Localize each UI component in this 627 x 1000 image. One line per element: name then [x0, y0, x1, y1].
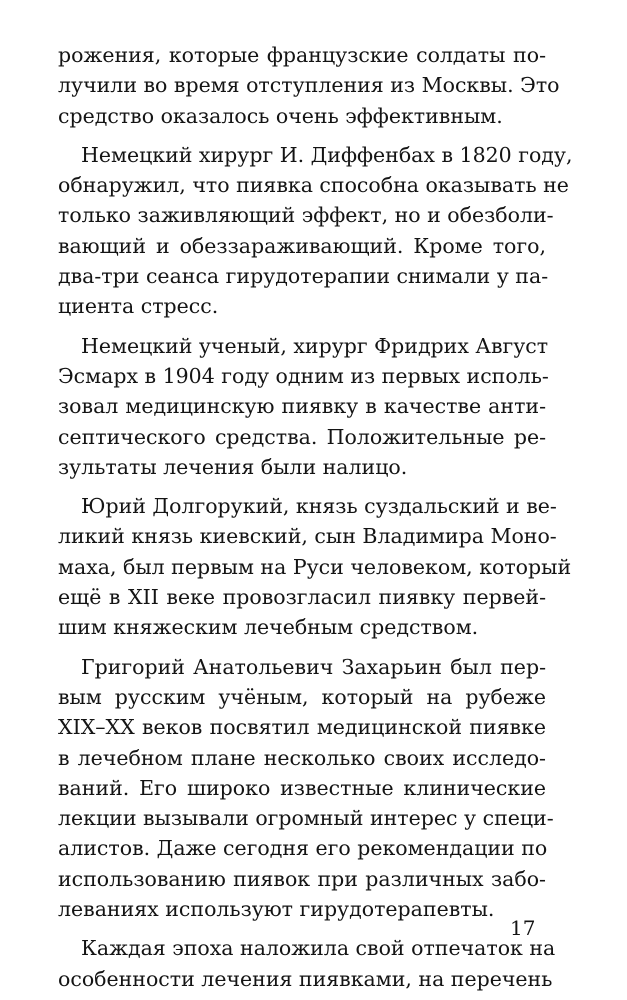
text-line: XIX–XX веков посвятил медицинской пиявке	[58, 715, 546, 740]
text-line: леваниях используют гирудотерапевты.	[58, 897, 495, 922]
paragraph-gap	[58, 482, 546, 491]
text-line: обнаружил, что пиявка способна оказывать не	[58, 173, 569, 198]
paragraph	[58, 933, 556, 994]
text-line: ваний. Его широко известные клинические	[58, 775, 546, 800]
body-text	[58, 40, 573, 994]
paragraph-gap	[58, 643, 546, 652]
text-line: вым русским учёным, который на рубеже	[58, 684, 546, 709]
text-line: зультаты лечения были налицо.	[58, 454, 408, 479]
paragraph-gap	[58, 924, 546, 933]
text-line: вающий и обеззараживающий. Кроме того,	[58, 233, 546, 258]
text-line: рожения, которые французские солдаты по-	[58, 43, 546, 67]
text-line: использованию пиявок при различных забо-	[58, 866, 546, 891]
paragraph-gap	[58, 131, 546, 140]
text-line: в лечебном плане несколько своих исследо-	[58, 745, 546, 770]
text-line: зовал медицинскую пиявку в качестве анти-	[58, 394, 546, 419]
paragraph-gap	[58, 322, 546, 331]
text-line: шим княжеским лечебным средством.	[58, 615, 479, 640]
text-line: Немецкий хирург И. Диффенбах в 1820 году,	[81, 142, 573, 167]
text-line: Немецкий ученый, хирург Фридрих Август	[81, 333, 549, 358]
text-line: Григорий Анатольевич Захарьин был пер-	[81, 654, 546, 679]
text-line: Эсмарх в 1904 году одним из первых исполь-	[58, 363, 549, 388]
text-line: ликий князь киевский, сын Владимира Моно-	[58, 524, 557, 549]
text-line: средство оказалось очень эффективным.	[58, 103, 503, 128]
text-line: циента стресс.	[58, 294, 219, 319]
text-line: два-три сеанса гирудотерапии снимали у па-	[58, 264, 549, 289]
paragraph	[58, 491, 572, 642]
text-line: маха, был первым на Руси человеком, который	[58, 554, 572, 579]
text-line: особенности лечения пиявками, на перечень	[58, 966, 553, 991]
page-number: 17	[510, 916, 536, 940]
text-line: лекции вызывали огромный интерес у специ-	[58, 806, 554, 831]
text-line: ещё в XII веке провозгласил пиявку первей-	[58, 585, 546, 610]
text-line: Каждая эпоха наложила свой отпечаток на	[81, 936, 556, 961]
paragraph	[58, 40, 560, 131]
paragraph	[58, 652, 554, 925]
text-line: только заживляющий эффект, но и обезболи-	[58, 203, 554, 228]
text-line: алистов. Даже сегодня его рекомендации по	[58, 836, 548, 861]
paragraph	[58, 331, 549, 482]
text-line: септического средства. Положительные ре-	[58, 424, 546, 449]
paragraph	[58, 140, 573, 322]
text-line: Юрий Долгорукий, князь суздальский и ве-	[81, 494, 557, 519]
text-line: лучили во время отступления из Москвы. Это	[58, 73, 560, 98]
